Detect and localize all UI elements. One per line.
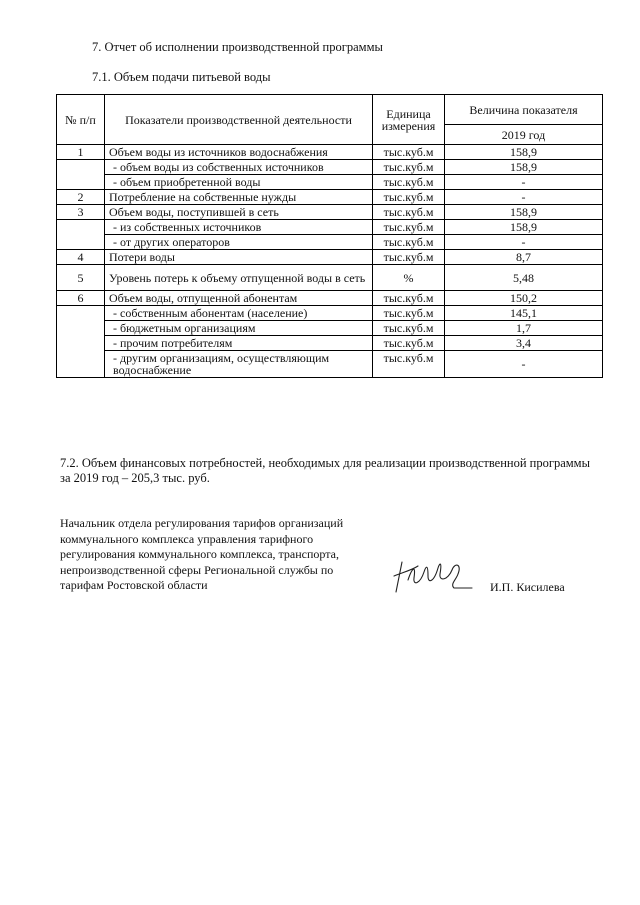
row-value: 8,7 — [445, 250, 603, 265]
row-unit: тыс.куб.м — [373, 205, 445, 220]
row-value: 158,9 — [445, 205, 603, 220]
table-row — [57, 235, 603, 250]
row-value: - — [445, 175, 603, 190]
signature-image — [392, 558, 474, 596]
row-value: 158,9 — [445, 220, 603, 235]
row-unit: тыс.куб.м — [373, 145, 445, 160]
row-num: 1 — [57, 145, 105, 160]
row-value: 150,2 — [445, 291, 603, 306]
header-value: Величина показателя — [445, 95, 603, 125]
table-row — [57, 336, 603, 351]
table-row — [57, 175, 603, 190]
table-row — [57, 160, 603, 175]
row-unit: тыс.куб.м — [373, 190, 445, 205]
row-value: 5,48 — [445, 265, 603, 291]
row-name: - собственным абонентам (население) — [105, 306, 373, 321]
signer-name: И.П. Кисилева — [490, 580, 565, 594]
signer-position: Начальник отдела регулирования тарифов организаций коммунального комплекса управления тарифного регулирования коммунального комплекса, транспорта, непроизводственной сферы Региональной службы по тарифам Ростовской области — [60, 516, 344, 592]
row-num — [57, 306, 105, 378]
row-name: Объем воды из источников водоснабжения — [105, 145, 373, 160]
row-name: - другим организациям, осуществляющим водоснабжение — [105, 351, 373, 378]
production-table — [56, 94, 603, 378]
table-row — [57, 250, 603, 265]
table-row — [57, 265, 603, 291]
row-unit: тыс.куб.м — [373, 175, 445, 190]
row-name: Уровень потерь к объему отпущенной воды в сеть — [105, 265, 373, 291]
row-num: 5 — [57, 265, 105, 291]
row-value: - — [445, 351, 603, 378]
table-row — [57, 321, 603, 336]
row-unit: тыс.куб.м — [373, 306, 445, 321]
row-value: 1,7 — [445, 321, 603, 336]
header-indicator: Показатели производственной деятельности — [105, 95, 373, 145]
row-unit: % — [373, 265, 445, 291]
table-row — [57, 205, 603, 220]
row-unit: тыс.куб.м — [373, 351, 445, 378]
row-unit: тыс.куб.м — [373, 250, 445, 265]
subsection-title: 7.1. Объем подачи питьевой воды — [92, 70, 271, 84]
row-name: - прочим потребителям — [105, 336, 373, 351]
row-unit: тыс.куб.м — [373, 321, 445, 336]
row-unit: тыс.куб.м — [373, 336, 445, 351]
row-name: - бюджетным организациям — [105, 321, 373, 336]
row-num — [57, 220, 105, 250]
row-value: 3,4 — [445, 336, 603, 351]
row-unit: тыс.куб.м — [373, 291, 445, 306]
row-name: - от других операторов — [105, 235, 373, 250]
row-unit: тыс.куб.м — [373, 220, 445, 235]
header-num: № п/п — [57, 95, 105, 145]
row-name: Объем воды, поступившей в сеть — [105, 205, 373, 220]
row-name: - объем приобретенной воды — [105, 175, 373, 190]
row-value: 145,1 — [445, 306, 603, 321]
row-value: 158,9 — [445, 145, 603, 160]
row-num: 2 — [57, 190, 105, 205]
row-name: Потери воды — [105, 250, 373, 265]
row-unit: тыс.куб.м — [373, 160, 445, 175]
table-row — [57, 306, 603, 321]
table-row — [57, 351, 603, 378]
table-row — [57, 190, 603, 205]
finance-paragraph: 7.2. Объем финансовых потребностей, необходимых для реализации производственной программы за 2019 год – 205,3 тыс. руб. — [60, 456, 590, 485]
row-name: Объем воды, отпущенной абонентам — [105, 291, 373, 306]
row-value: 158,9 — [445, 160, 603, 175]
row-num: 6 — [57, 291, 105, 306]
header-unit: Единица измерения — [373, 95, 445, 145]
table-row — [57, 291, 603, 306]
row-name: - из собственных источников — [105, 220, 373, 235]
row-num: 4 — [57, 250, 105, 265]
row-num — [57, 160, 105, 190]
section-title: 7. Отчет об исполнении производственной программы — [92, 40, 383, 54]
table-row — [57, 145, 603, 160]
row-value: - — [445, 190, 603, 205]
row-num: 3 — [57, 205, 105, 220]
header-year: 2019 год — [445, 125, 603, 145]
table-row — [57, 220, 603, 235]
row-value: - — [445, 235, 603, 250]
row-name: - объем воды из собственных источников — [105, 160, 373, 175]
row-name: Потребление на собственные нужды — [105, 190, 373, 205]
row-unit: тыс.куб.м — [373, 235, 445, 250]
